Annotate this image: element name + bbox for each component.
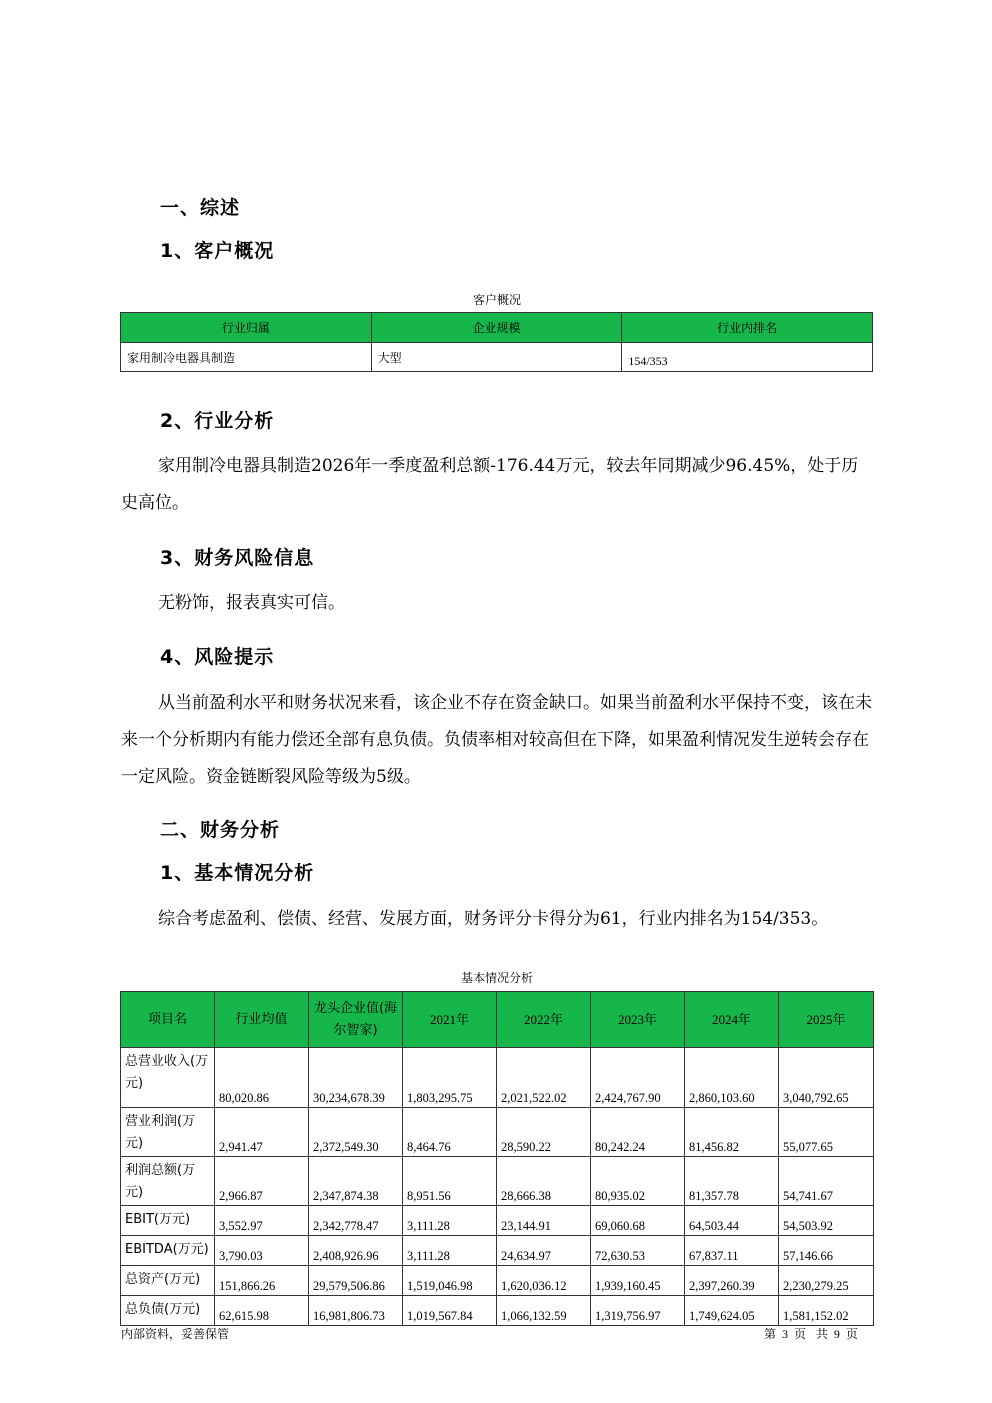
table-header-row — [121, 313, 873, 343]
table-cell: 54,741.67 — [779, 1157, 874, 1206]
subsection-industry-analysis: 2、行业分析 — [160, 410, 275, 432]
table-cell: 2,372,549.30 — [309, 1108, 403, 1157]
basic-table-caption: 基本情况分析 — [460, 971, 533, 985]
table-cell: 1,620,036.12 — [497, 1266, 591, 1296]
table-cell: 81,357.78 — [685, 1157, 779, 1206]
page-unit: 页 — [794, 1327, 807, 1341]
table-cell: 1,749,624.05 — [685, 1296, 779, 1326]
table-row — [121, 1157, 874, 1206]
table-cell: 8,464.76 — [403, 1108, 497, 1157]
overview-table-caption: 客户概况 — [472, 293, 521, 307]
table-row — [121, 1108, 874, 1157]
table-cell: 1,581,152.02 — [779, 1296, 874, 1326]
header-2022: 2022年 — [497, 992, 591, 1048]
table-cell: 2,230,279.25 — [779, 1266, 874, 1296]
cell-industry: 家用制冷电器具制造 — [121, 343, 372, 372]
header-item: 项目名 — [121, 992, 215, 1048]
section-title-financial: 二、财务分析 — [160, 819, 281, 841]
row-label: 总负债(万元) — [121, 1296, 215, 1326]
footer-confidential: 内部资料，妥善保管 — [121, 1327, 230, 1341]
table-cell: 2,408,926.96 — [309, 1236, 403, 1266]
table-cell: 1,319,756.97 — [591, 1296, 685, 1326]
table-cell: 54,503.92 — [779, 1206, 874, 1236]
table-cell: 1,519,046.98 — [403, 1266, 497, 1296]
row-label: 总资产(万元) — [121, 1266, 215, 1296]
total-unit: 页 — [845, 1327, 858, 1341]
total-prefix: 共 — [815, 1327, 828, 1341]
table-cell: 28,590.22 — [497, 1108, 591, 1157]
table-cell: 3,111.28 — [403, 1236, 497, 1266]
subsection-customer-overview: 1、客户概况 — [160, 240, 275, 262]
table-cell: 3,111.28 — [403, 1206, 497, 1236]
table-row — [121, 343, 873, 372]
table-cell: 64,503.44 — [685, 1206, 779, 1236]
row-label: 营业利润(万元) — [121, 1108, 215, 1157]
page-current: 3 — [782, 1327, 789, 1341]
subsection-basic-analysis: 1、基本情况分析 — [160, 862, 315, 884]
section-title-overview: 一、综述 — [160, 197, 241, 219]
table-cell: 2,021,522.02 — [497, 1048, 591, 1108]
table-cell: 24,634.97 — [497, 1236, 591, 1266]
header-2025: 2025年 — [779, 992, 874, 1048]
table-row — [121, 1206, 874, 1236]
table-cell: 80,020.86 — [215, 1048, 309, 1108]
table-cell: 16,981,806.73 — [309, 1296, 403, 1326]
table-cell: 3,790.03 — [215, 1236, 309, 1266]
table-cell: 151,866.26 — [215, 1266, 309, 1296]
customer-overview-table — [120, 312, 873, 372]
page-prefix: 第 — [764, 1327, 777, 1341]
table-cell: 23,144.91 — [497, 1206, 591, 1236]
subsection-risk-alert: 4、风险提示 — [160, 646, 275, 668]
table-row — [121, 1266, 874, 1296]
table-cell: 2,397,260.39 — [685, 1266, 779, 1296]
subsection-financial-risk: 3、财务风险信息 — [160, 547, 315, 569]
header-2023: 2023年 — [591, 992, 685, 1048]
header-2024: 2024年 — [685, 992, 779, 1048]
page-number — [764, 1325, 864, 1342]
table-cell: 3,040,792.65 — [779, 1048, 874, 1108]
row-label: 总营业收入(万元) — [121, 1048, 215, 1108]
header-industry: 行业归属 — [121, 313, 372, 343]
table-cell: 1,803,295.75 — [403, 1048, 497, 1108]
page-total: 9 — [833, 1327, 840, 1341]
table-cell: 30,234,678.39 — [309, 1048, 403, 1108]
table-row — [121, 1296, 874, 1326]
table-cell: 28,666.38 — [497, 1157, 591, 1206]
header-industry-avg: 行业均值 — [215, 992, 309, 1048]
table-row — [121, 1236, 874, 1266]
header-2021: 2021年 — [403, 992, 497, 1048]
basic-analysis-table — [120, 991, 874, 1326]
table-cell: 80,242.24 — [591, 1108, 685, 1157]
table-cell: 2,941.47 — [215, 1108, 309, 1157]
table-cell: 80,935.02 — [591, 1157, 685, 1206]
table-cell: 81,456.82 — [685, 1108, 779, 1157]
row-label: EBITDA(万元) — [121, 1236, 215, 1266]
table-row — [121, 1048, 874, 1108]
table-cell: 67,837.11 — [685, 1236, 779, 1266]
table-cell: 2,966.87 — [215, 1157, 309, 1206]
table-cell: 2,347,874.38 — [309, 1157, 403, 1206]
table-cell: 69,060.68 — [591, 1206, 685, 1236]
table-cell: 57,146.66 — [779, 1236, 874, 1266]
table-cell: 55,077.65 — [779, 1108, 874, 1157]
header-rank: 行业内排名 — [622, 313, 873, 343]
header-leader: 龙头企业值(海尔智家) — [309, 992, 403, 1048]
table-cell: 62,615.98 — [215, 1296, 309, 1326]
table-cell: 3,552.97 — [215, 1206, 309, 1236]
table-header-row — [121, 992, 874, 1048]
table-cell: 2,342,778.47 — [309, 1206, 403, 1236]
cell-rank: 154/353 — [622, 343, 873, 372]
header-scale: 企业规模 — [371, 313, 622, 343]
table-cell: 8,951.56 — [403, 1157, 497, 1206]
risk-alert-text: 从当前盈利水平和财务状况来看，该企业不存在资金缺口。如果当前盈利水平保持不变，该在未来一个分析期内有能力偿还全部有息负债。负债率相对较高但在下降，如果盈利情况发生逆转会存在一定风险。资金链断裂风险等级为5级。 — [121, 693, 872, 787]
basic-analysis-text: 综合考虑盈利、偿债、经营、发展方面，财务评分卡得分为61，行业内排名为154/353。 — [158, 909, 829, 929]
table-cell: 2,424,767.90 — [591, 1048, 685, 1108]
table-cell: 1,939,160.45 — [591, 1266, 685, 1296]
industry-analysis-text: 家用制冷电器具制造2026年一季度盈利总额-176.44万元，较去年同期减少96.45%，处于历史高位。 — [121, 456, 859, 513]
table-cell: 29,579,506.86 — [309, 1266, 403, 1296]
table-cell: 1,066,132.59 — [497, 1296, 591, 1326]
table-cell: 2,860,103.60 — [685, 1048, 779, 1108]
row-label: 利润总额(万元) — [121, 1157, 215, 1206]
table-cell: 72,630.53 — [591, 1236, 685, 1266]
table-cell: 1,019,567.84 — [403, 1296, 497, 1326]
row-label: EBIT(万元) — [121, 1206, 215, 1236]
financial-risk-text: 无粉饰，报表真实可信。 — [158, 593, 345, 613]
cell-scale: 大型 — [371, 343, 622, 372]
